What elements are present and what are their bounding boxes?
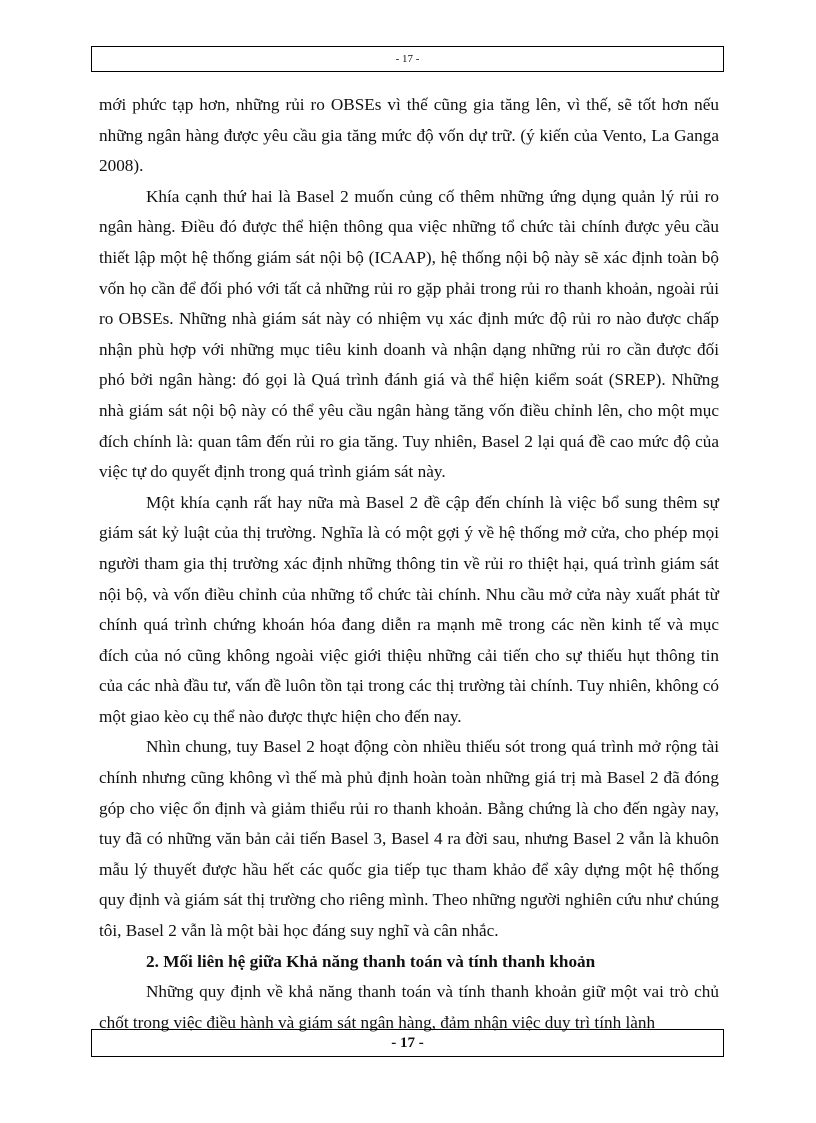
paragraph-basel-second-aspect: Khía cạnh thứ hai là Basel 2 muốn củng cố thêm những ứng dụng quản lý rủi ro ngân hàng. Điều đó được thể hiện thông qua việc những tổ chức tài chính được yêu cầu thiết lập một hệ thống giám sát nội bộ (ICAAP), hệ thống nội bộ này sẽ xác định toàn bộ vốn họ cần để đối phó với tất cả những rủi ro gặp phải trong rủi ro thanh khoản, ngoài rủi ro OBSEs. Những nhà giám sát này có nhiệm vụ xác định mức độ rủi ro nào được chấp nhận phù hợp với những mục tiêu kinh doanh và nhận dạng những rủi ro cần được đối phó bởi ngân hàng: đó gọi là Quá trình đánh giá và thể hiện kiểm soát (SREP). Những nhà giám sát nội bộ này có thể yêu cầu ngân hàng tăng vốn điều chỉnh lên, cho một mục đích chính là: quan tâm đến rủi ro gia tăng. Tuy nhiên, Basel 2 lại quá đề cao mức độ của việc tự do quyết định trong quá trình giám sát này. [99, 186, 719, 482]
page-footer [91, 1029, 724, 1057]
paragraph-conclusion: Nhìn chung, tuy Basel 2 hoạt động còn nhiều thiếu sót trong quá trình mở rộng tài chính nhưng cũng không vì thế mà phủ định hoàn toàn những giá trị mà Basel 2 đã đóng góp cho việc ổn định và giảm thiểu rủi ro thanh khoản. Bằng chứng là cho đến ngày nay, tuy đã có những văn bản cải tiến Basel 3, Basel 4 ra đời sau, nhưng Basel 2 vẫn là khuôn mẫu lý thuyết được hầu hết các quốc gia tiếp tục tham khảo để xây dựng một hệ thống quy định và giám sát thị trường cho riêng mình. Theo những người nghiên cứu như chúng tôi, Basel 2 vẫn là một bài học đáng suy nghĩ và cân nhắc. [99, 737, 719, 941]
paragraph-liquidity-intro: Những quy định về khả năng thanh toán và tính thanh khoản giữ một vai trò chủ chốt trong việc điều hành và giám sát ngân hàng, đảm nhận việc duy trì tính lành [99, 982, 719, 1032]
paragraph-continuation: mới phức tạp hơn, những rủi ro OBSEs vì thế cũng gia tăng lên, vì thế, sẽ tốt hơn nếu những ngân hàng được yêu cầu gia tăng mức độ vốn dự trữ. (ý kiến của Vento, La Ganga 2008). [99, 95, 719, 176]
document-body [99, 90, 719, 1038]
footer-page-number: - 17 - [391, 1035, 424, 1051]
paragraph-market-discipline: Một khía cạnh rất hay nữa mà Basel 2 đề cập đến chính là việc bổ sung thêm sự giám sát kỷ luật của thị trường. Nghĩa là có một gợi ý về hệ thống mở cửa, cho phép mọi người tham gia thị trường xác định những thông tin về rủi ro thiệt hại, quá trình giám sát nội bộ, và vốn điều chỉnh của những tổ chức tài chính. Nhu cầu mở cửa này xuất phát từ chính quá trình chứng khoán hóa đang diễn ra mạnh mẽ trong các nền kinh tế và mục đích của nó cũng không ngoài việc giới thiệu những cải tiến cho sự thiếu hụt thông tin của các nhà đầu tư, vấn đề luôn tồn tại trong các thị trường tài chính. Tuy nhiên, không có một giao kèo cụ thể nào được thực hiện cho đến nay. [99, 492, 719, 726]
header-page-number: - 17 - [395, 53, 420, 65]
page-header [91, 46, 724, 72]
section-heading: 2. Mối liên hệ giữa Khả năng thanh toán và tính thanh khoản [146, 951, 596, 971]
